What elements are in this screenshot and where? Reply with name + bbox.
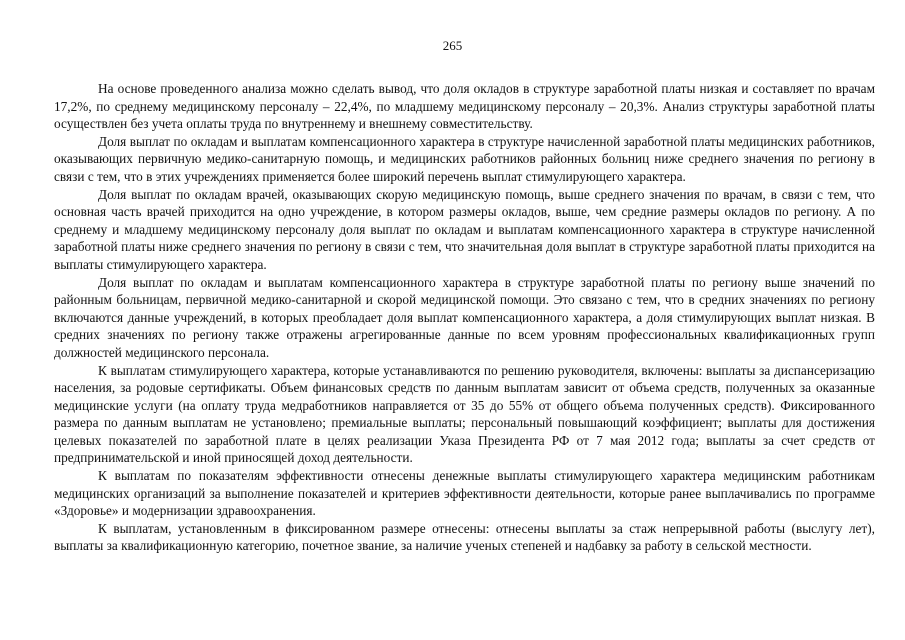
page-number: 265 [442, 38, 463, 53]
paragraph-emergency-care-payments: Доля выплат по окладам врачей, оказывающих скорую медицинскую помощь, выше среднего значения по врачам, в связи с тем, что основная часть врачей приходится на одно учреждение, в котором размеры окладов, выше, чем средние размеры окладов по региону. А по среднему и младшему медицинскому персоналу доля выплат по окладам и выплатам компенсационного характера в структуре начисленной заработной платы ниже среднего значения по региону в связи с тем, что значительная доля выплат в структуре заработной платы приходится на выплаты стимулирующего характера. [54, 186, 875, 272]
paragraph-incentive-payments: К выплатам стимулирующего характера, которые устанавливаются по решению руководителя, включены: выплаты за диспансеризацию населения, за родовые сертификаты. Объем финансовых средств по данным выплатам зависит от объема средств, полученных за оказанные медицинские услуги (на оплату труда медработников направляется от 35 до 55% от общего объема полученных средств). Фиксированного размера по данным выплатам не установлено; премиальные выплаты; персональный повышающий коэффициент; выплаты для достижения целевых показателей по заработной плате в целях реализации Указа Президента РФ от 7 мая 2012 года; выплаты за счет средств от предпринимательской и иной приносящей доход деятельности. [54, 362, 875, 466]
paragraph-primary-care-payments: Доля выплат по окладам и выплатам компенсационного характера в структуре начисленной заработной платы медицинских работников, оказывающих первичную медико-санитарную помощь, и медицинских работников районных больниц ниже среднего значения по региону в связи с тем, что в этих учреждениях применяется более широкий перечень выплат стимулирующего характера. [54, 133, 875, 184]
paragraph-fixed-payments: К выплатам, установленным в фиксированном размере отнесены: отнесены выплаты за стаж непрерывной работы (выслугу лет), выплаты за квалификационную категорию, почетное звание, за наличие ученых степеней и надбавку за работу в сельской местности. [54, 520, 875, 554]
body-text [54, 80, 875, 555]
paragraph-efficiency-payments: К выплатам по показателям эффективности отнесены денежные выплаты стимулирующего характера медицинским работникам медицинских организаций за выполнение показателей и критериев эффективности деятельности, которые ранее выплачивались по программе «Здоровье» и модернизации здравоохранения. [54, 468, 875, 519]
paragraph-salary-structure-conclusion: На основе проведенного анализа можно сделать вывод, что доля окладов в структуре заработной платы низкая и составляет по врачам 17,2%, по среднему медицинскому персоналу – 22,4%, по младшему медицинскому персоналу – 20,3%. Анализ структуры заработной платы осуществлен без учета оплаты труда по внутреннему и внешнему совместительству. [54, 81, 875, 132]
paragraph-regional-average-payments: Доля выплат по окладам и выплатам компенсационного характера в структуре заработной платы по региону выше значений по районным больницам, первичной медико-санитарной и скорой медицинской помощи. Это связано с тем, что в средних значениях по региону включаются данные учреждений, в которых преобладает доля выплат компенсационного характера, а доля стимулирующих выплат низкая. В средних значениях по региону также отражены агрегированные данные по всем уровням профессиональных квалификационных групп должностей медицинского персонала. [54, 274, 875, 360]
